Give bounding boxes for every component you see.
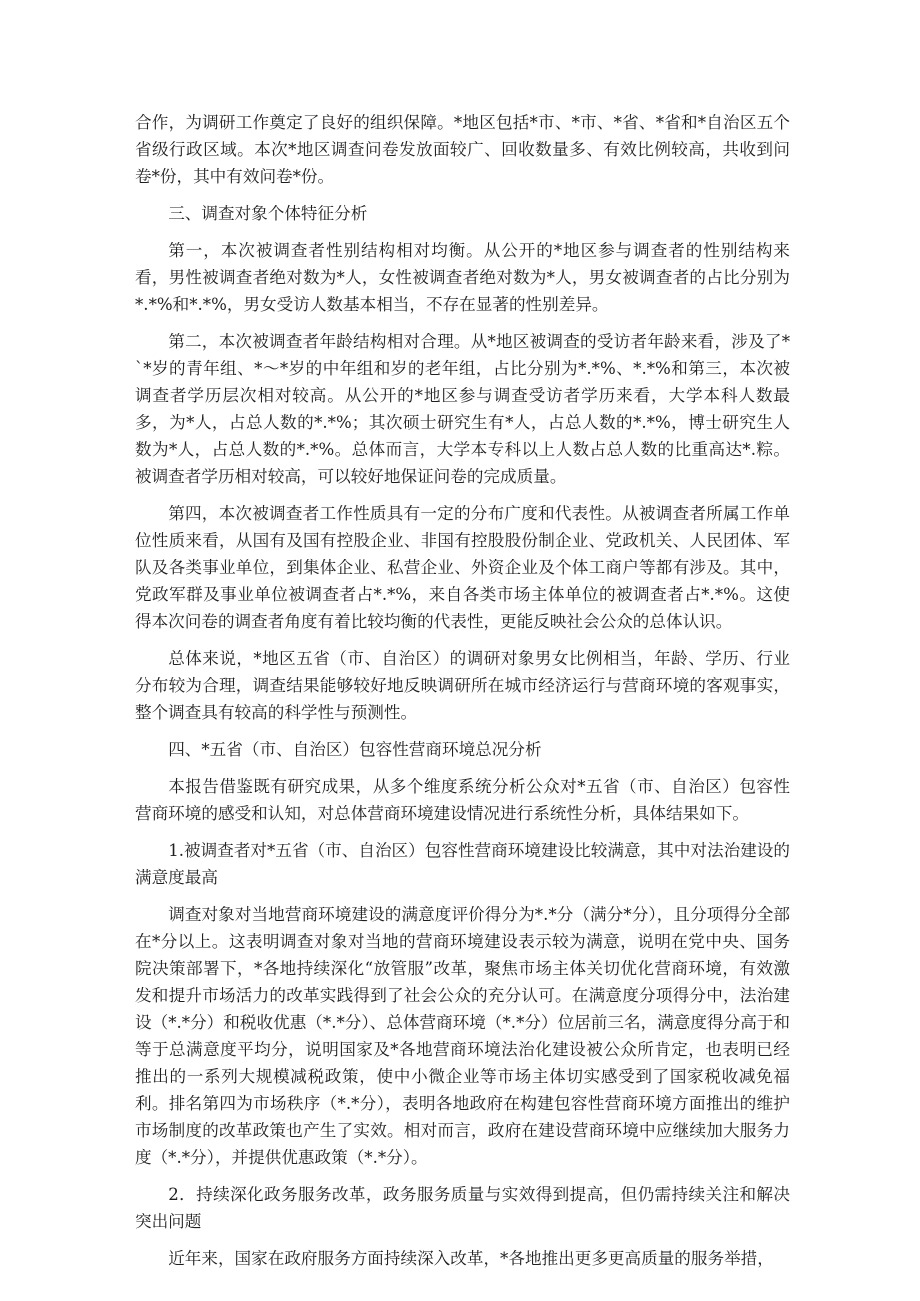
paragraph-gender: 第一，本次被调查者性别结构相对均衡。从公开的*地区参与调查者的性别结构来看，男性被调查者绝对数为*人，女性被调查者绝对数为*人，男女被调查者的占比分别为*.*%和*.*%，男女受访人数基本相当，不存在显著的性别差异。 — [135, 241, 790, 314]
paragraph-continuation: 合作，为调研工作奠定了良好的组织保障。*地区包括*市、*市、*省、*省和*自治区五个省级行政区域。本次*地区调查问卷发放面较广、回收数量多、有效比例较高，共收到问卷*份，其中有效问卷*份。 — [135, 113, 790, 186]
section-heading-4: 四、*五省（市、自治区）包容性营商环境总况分析 — [168, 740, 542, 759]
paragraph-satisfaction: 调查对象对当地营商环境建设的满意度评价得分为*.*分（满分*分），且分项得分全部在*分以上。这表明调查对象对当地的营商环境建设表示较为满意，说明在党中央、国务院决策部署下，*各地持续深化“放管服”改革，聚焦市场主体关切优化营商环境，有效激发和提升市场活力的改革实践得到了社会公众的充分认可。在满意度分项得分中，法治建设（*.*分）和税收优惠（*.*分）、总体营商环境（*.*分）位居前三名，满意度得分高于和等于总满意度平均分，说明国家及*各地营商环境法治化建设被公众所肯定，也表明已经推出的一系列大规模减税政策，使中小微企业等市场主体切实感受到了国家税收减免福利。排名第四为市场秩序（*.*分），表明各地政府在构建包容性营商环境方面推出的维护市场制度的改革政策也产生了实效。相对而言，政府在建设营商环境中应继续加大服务力度（*.*分），并提供优惠政策（*.*分）。 — [135, 905, 790, 1167]
paragraph-summary: 总体来说，*地区五省（市、自治区）的调研对象男女比例相当，年龄、学历、行业分布较为合理，调查结果能够较好地反映调研所在城市经济运行与营商环境的客观事实，整个调查具有较高的科学性与预测性。 — [135, 649, 790, 722]
paragraph-age-education: 第二，本次被调查者年龄结构相对合理。从*地区被调查的受访者年龄来看，涉及了*`*岁的青年组、*～*岁的中年组和岁的老年组，占比分别为*.*%、*.*%和第三，本次被调查者学历层次相对较高。从公开的*地区参与调查受访者学历来看，大学本科人数最多，为*人，占总人数的*.*%；其次硕士研究生有*人，占总人数的*.*%，博士研究生人数为*人，占总人数的*.*%。总体而言，大学本专科以上人数占总人数的比重高达*.粽。被调查者学历相对较高，可以较好地保证问卷的完成质量。 — [135, 332, 790, 486]
paragraph-intro: 本报告借鉴既有研究成果，从多个维度系统分析公众对*五省（市、自治区）包容性营商环境的感受和认知，对总体营商环境建设情况进行系统性分析，具体结果如下。 — [135, 777, 790, 823]
section-heading-3: 三、调查对象个体特征分析 — [168, 204, 368, 223]
paragraph-work-nature: 第四，本次被调查者工作性质具有一定的分布广度和代表性。从被调查者所属工作单位性质来看，从国有及国有控股企业、非国有控股股份制企业、党政机关、人民团体、军队及各类事业单位，到集体企业、私营企业、外资企业及个体工商户等都有涉及。其中，党政军群及事业单位被调查者占*.*%，来自各类市场主体单位的被调查者占*.*%。这使得本次问卷的调查者角度有着比较均衡的代表性，更能反映社会公众的总体认识。 — [135, 504, 790, 631]
subheading-1: 1.被调查者对*五省（市、自治区）包容性营商环境建设比较满意，其中对法治建设的满意度最高 — [135, 841, 790, 887]
subheading-2: 2．持续深化政务服务改革，政务服务质量与实效得到提高，但仍需持续关注和解决突出问题 — [135, 1185, 790, 1231]
paragraph-reform: 近年来，国家在政府服务方面持续深入改革，*各地推出更多更高质量的服务举措， — [168, 1249, 774, 1268]
